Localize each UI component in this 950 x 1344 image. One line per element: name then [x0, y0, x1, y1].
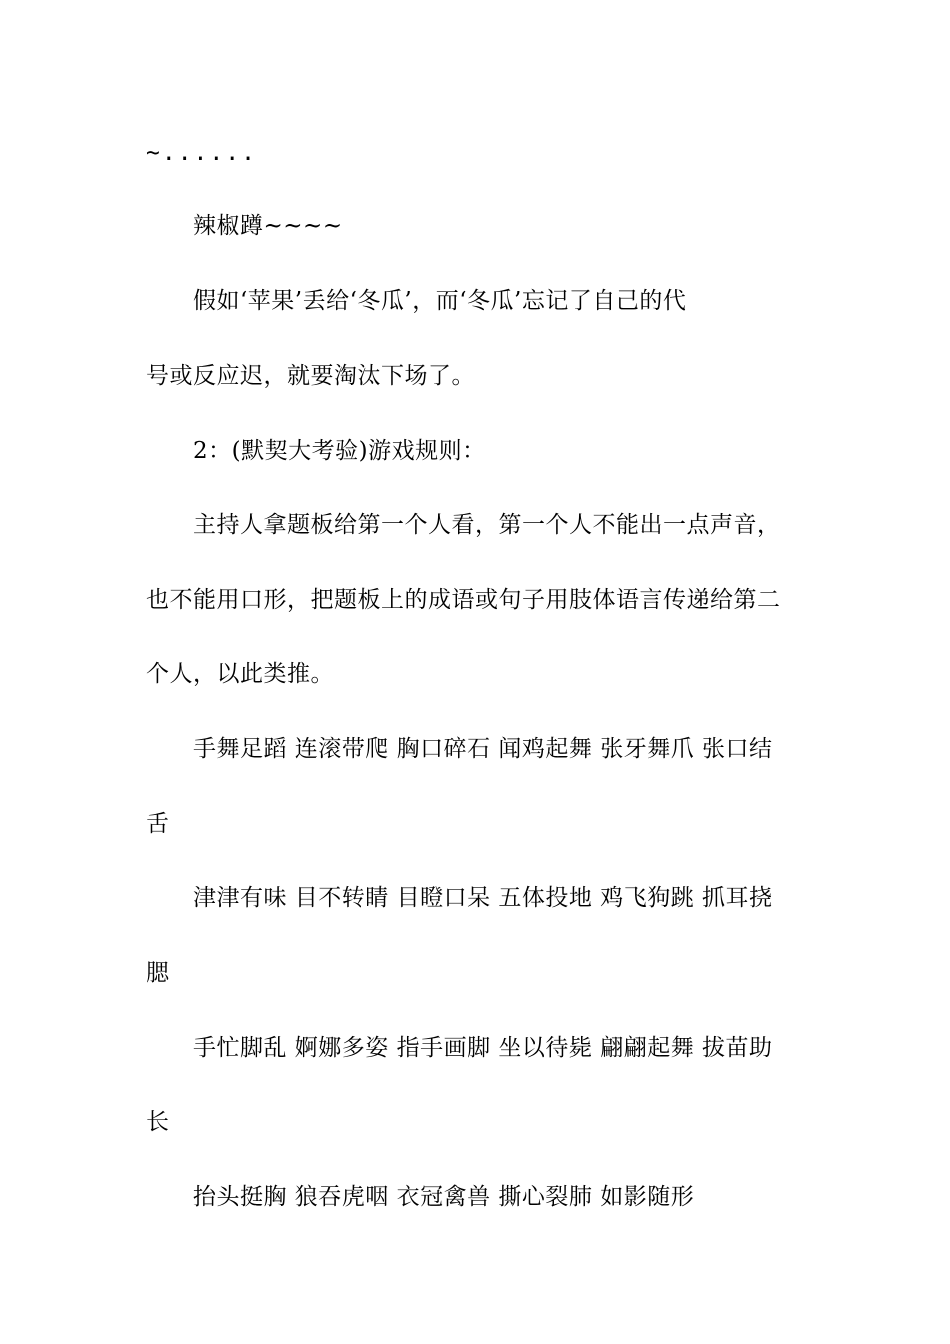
- text-line-5: 2：(默契大考验)游戏规则：: [193, 438, 486, 464]
- text-line-14: 长: [146, 1109, 170, 1135]
- text-line-4: 号或反应迟，就要淘汰下场了。: [146, 363, 475, 389]
- text-line-10: 舌: [146, 811, 170, 837]
- text-line-8: 个人，以此类推。: [146, 661, 334, 687]
- text-line-11: 津津有味 目不转睛 目瞪口呆 五体投地 鸡飞狗跳 抓耳挠: [193, 885, 773, 911]
- text-line-7: 也不能用口形，把题板上的成语或句子用肢体语言传递给第二: [146, 587, 781, 613]
- text-line-12: 腮: [146, 960, 170, 986]
- text-line-15: 抬头挺胸 狼吞虎咽 衣冠禽兽 撕心裂肺 如影随形: [193, 1184, 695, 1210]
- text-line-13: 手忙脚乱 婀娜多姿 指手画脚 坐以待毙 翩翩起舞 拔苗助: [193, 1035, 773, 1061]
- text-line-1: ~......: [146, 140, 257, 166]
- text-line-9: 手舞足蹈 连滚带爬 胸口碎石 闻鸡起舞 张牙舞爪 张口结: [193, 736, 773, 762]
- text-line-3: 假如‘苹果’丢给‘冬瓜’，而‘冬瓜’忘记了自己的代: [193, 288, 687, 314]
- text-line-2: 辣椒蹲~~~~: [193, 213, 343, 239]
- text-line-6: 主持人拿题板给第一个人看，第一个人不能出一点声音，: [193, 512, 781, 538]
